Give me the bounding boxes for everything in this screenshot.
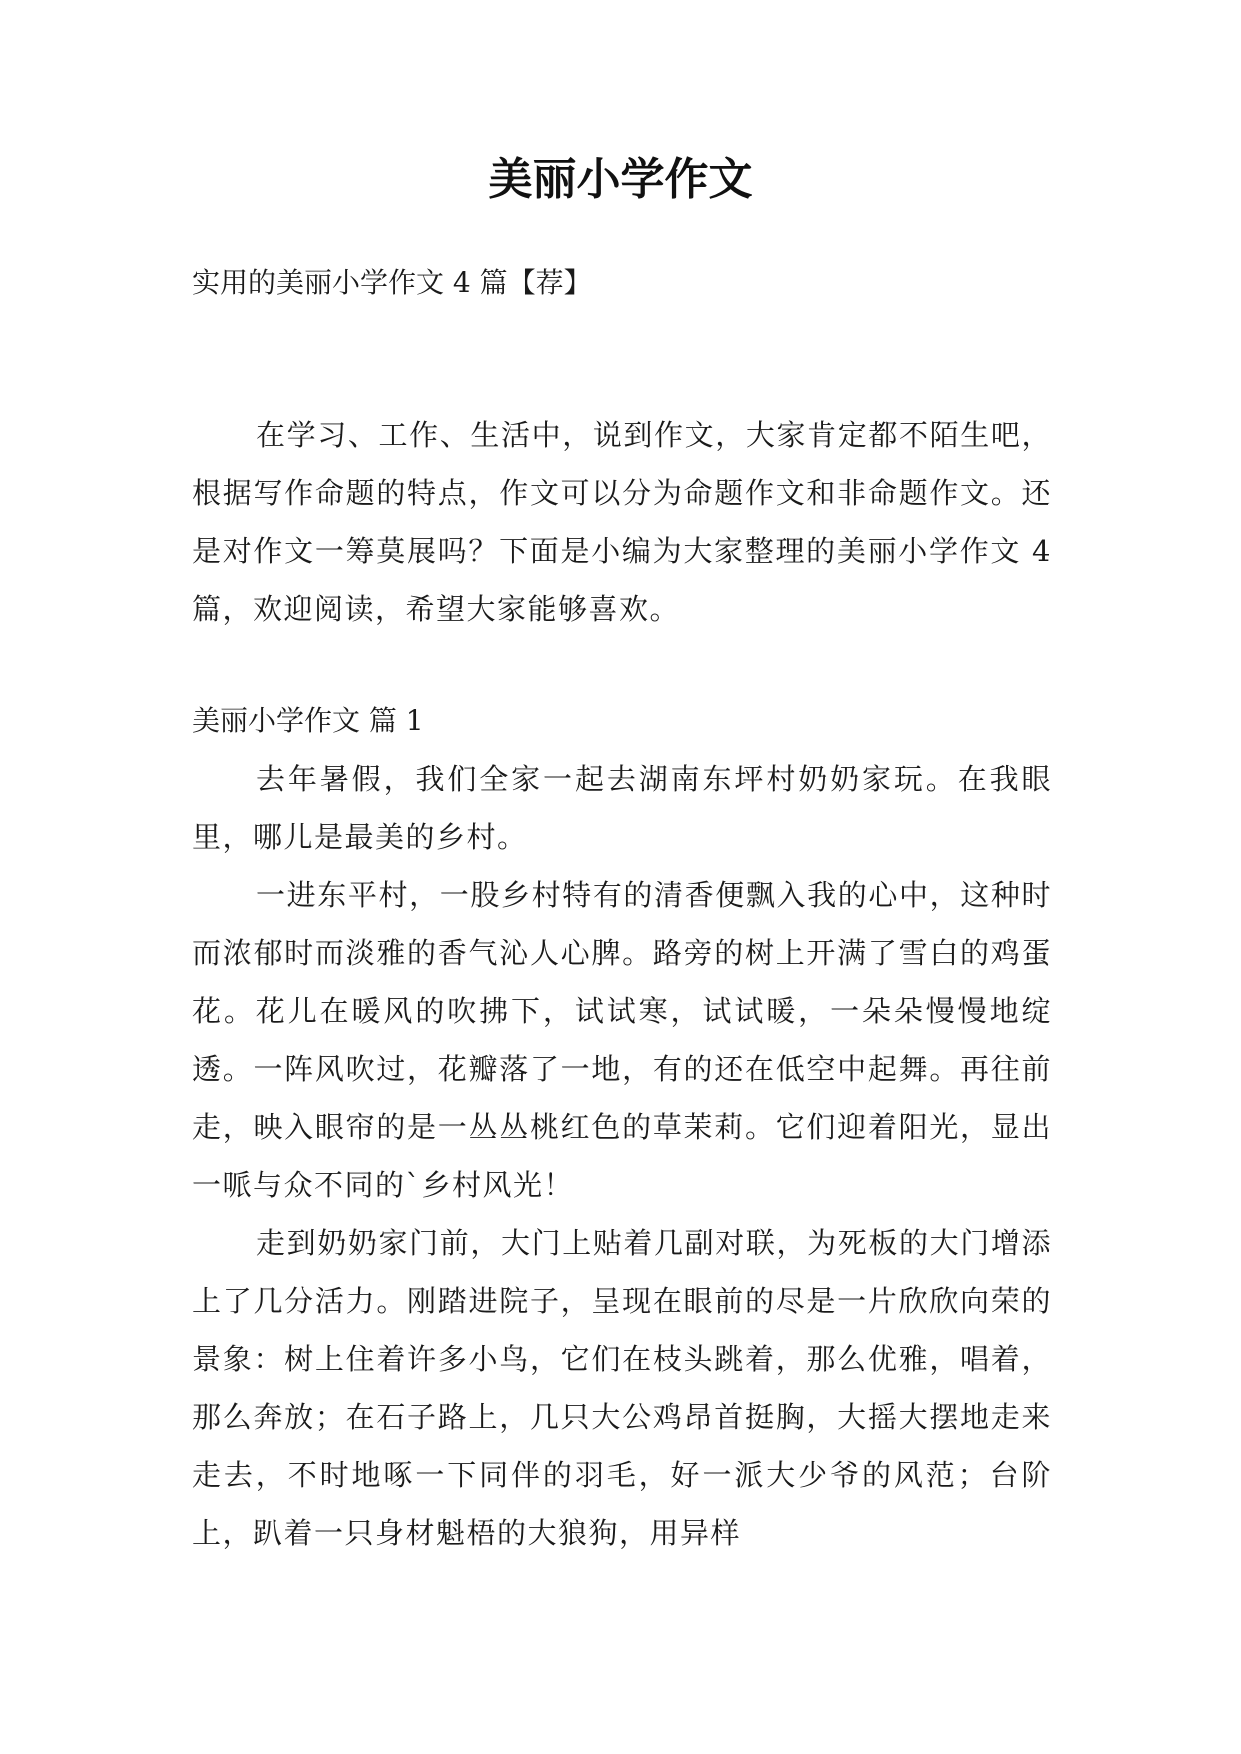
body-paragraph-3: 走到奶奶家门前，大门上贴着几副对联，为死板的大门增添上了几分活力。刚踏进院子，呈现在眼前的尽是一片欣欣向荣的景象：树上住着许多小鸟，它们在枝头跳着，那么优雅，唱着，那么奔放；在石子路上，几只大公鸡昂首挺胸，大摇大摆地走来走去，不时地啄一下同伴的羽毛，好一派大少爷的风范；台阶上，趴着一只身材魁梧的大狼狗，用异样 bbox=[192, 1226, 1052, 1550]
intro-paragraph: 在学习、工作、生活中，说到作文，大家肯定都不陌生吧，根据写作命题的特点，作文可以分为命题作文和非命题作文。还是对作文一筹莫展吗？下面是小编为大家整理的美丽小学作文 4 篇，欢迎阅读，希望大家能够喜欢。 bbox=[192, 418, 1052, 626]
document-title: 美丽小学作文 bbox=[488, 154, 753, 205]
document-subtitle: 实用的美丽小学作文 4 篇【荐】 bbox=[192, 266, 592, 299]
body-paragraph-2: 一进东平村，一股乡村特有的清香便飘入我的心中，这种时而浓郁时而淡雅的香气沁人心脾。路旁的树上开满了雪白的鸡蛋花。花儿在暖风的吹拂下，试试寒，试试暖，一朵朵慢慢地绽透。一阵风吹过，花瓣落了一地，有的还在低空中起舞。再往前走，映入眼帘的是一丛丛桃红色的草茉莉。它们迎着阳光，显出一哌与众不同的`乡村风光！ bbox=[192, 878, 1052, 1202]
section-heading: 美丽小学作文 篇 1 bbox=[192, 704, 424, 737]
body-paragraph-1: 去年暑假，我们全家一起去湖南东坪村奶奶家玩。在我眼里，哪儿是最美的乡村。 bbox=[192, 762, 1052, 854]
